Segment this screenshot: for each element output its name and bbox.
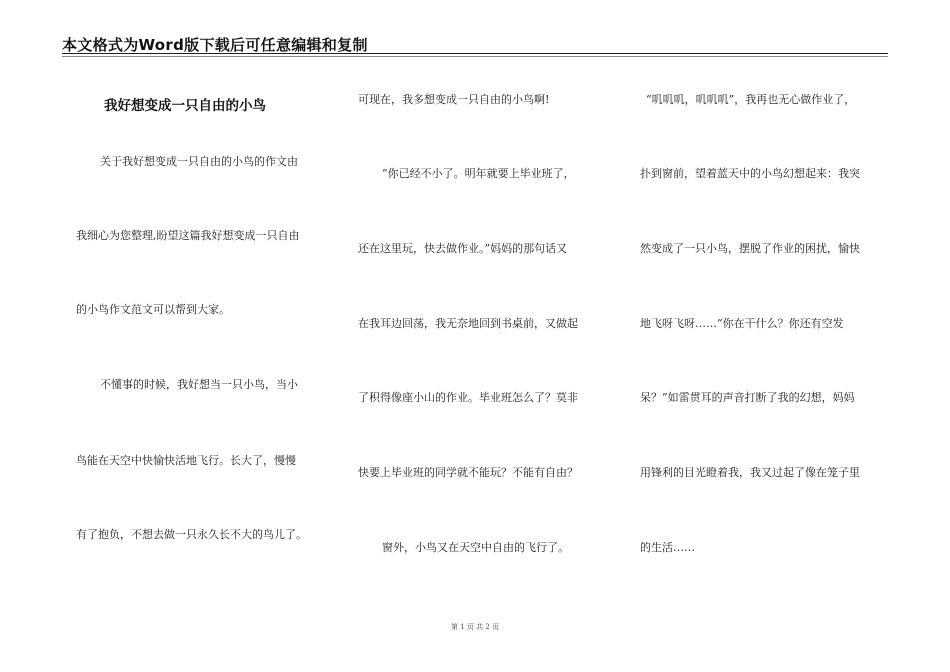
text-line: 的生活…… bbox=[640, 541, 695, 554]
text-line: 的小鸟作文范文可以帮到大家。 bbox=[76, 303, 230, 316]
text-line: 还在这里玩，快去做作业。”妈妈的那句话又 bbox=[358, 242, 568, 255]
text-line: 用锋利的目光瞪着我，我又过起了像在笼子里 bbox=[640, 466, 860, 479]
text-line: “你已经不小了。明年就要上毕业班了， bbox=[382, 167, 575, 180]
text-line: 快要上毕业班的同学就不能玩？不能有自由？ bbox=[358, 466, 578, 479]
article-title: 我好想变成一只自由的小鸟 bbox=[104, 98, 266, 114]
page-number: 第 1 页 共 2 页 bbox=[450, 623, 500, 631]
text-line: 窗外，小鸟又在天空中自由的飞行了。 bbox=[382, 541, 569, 554]
text-line: 可现在，我多想变成一只自由的小鸟啊! bbox=[358, 93, 550, 106]
page-header-title: 本文格式为Word版下载后可任意编辑和复制 bbox=[62, 36, 368, 54]
text-line: 鸟能在天空中快愉快活地飞行。长大了，慢慢 bbox=[76, 454, 296, 467]
text-line: 了积得像座小山的作业。毕业班怎么了？莫非 bbox=[358, 391, 578, 404]
text-line: 地飞呀飞呀……“你在干什么？你还有空发 bbox=[640, 317, 844, 330]
text-line: 呆？”如雷贯耳的声音打断了我的幻想，妈妈 bbox=[640, 391, 855, 404]
text-line: “叽叽叽，叽叽叽”，我再也无心做作业了， bbox=[646, 93, 856, 106]
text-line: 我细心为您整理,盼望这篇我好想变成一只自由 bbox=[76, 229, 300, 242]
text-line: 不懂事的时候，我好想当一只小鸟，当小 bbox=[100, 378, 298, 391]
article-column-3 bbox=[640, 0, 890, 672]
article-column-1 bbox=[76, 0, 326, 672]
text-line: 有了抱负，不想去做一只永久长不大的鸟儿了。 bbox=[76, 528, 307, 541]
text-line: 关于我好想变成一只自由的小鸟的作文由 bbox=[100, 155, 298, 168]
text-line: 在我耳边回荡，我无奈地回到书桌前，又做起 bbox=[358, 317, 578, 330]
article-column-2 bbox=[358, 0, 608, 672]
text-line: 扑到窗前，望着蓝天中的小鸟幻想起来：我突 bbox=[640, 167, 860, 180]
text-line: 然变成了一只小鸟，摆脱了作业的困扰，愉快 bbox=[640, 242, 860, 255]
